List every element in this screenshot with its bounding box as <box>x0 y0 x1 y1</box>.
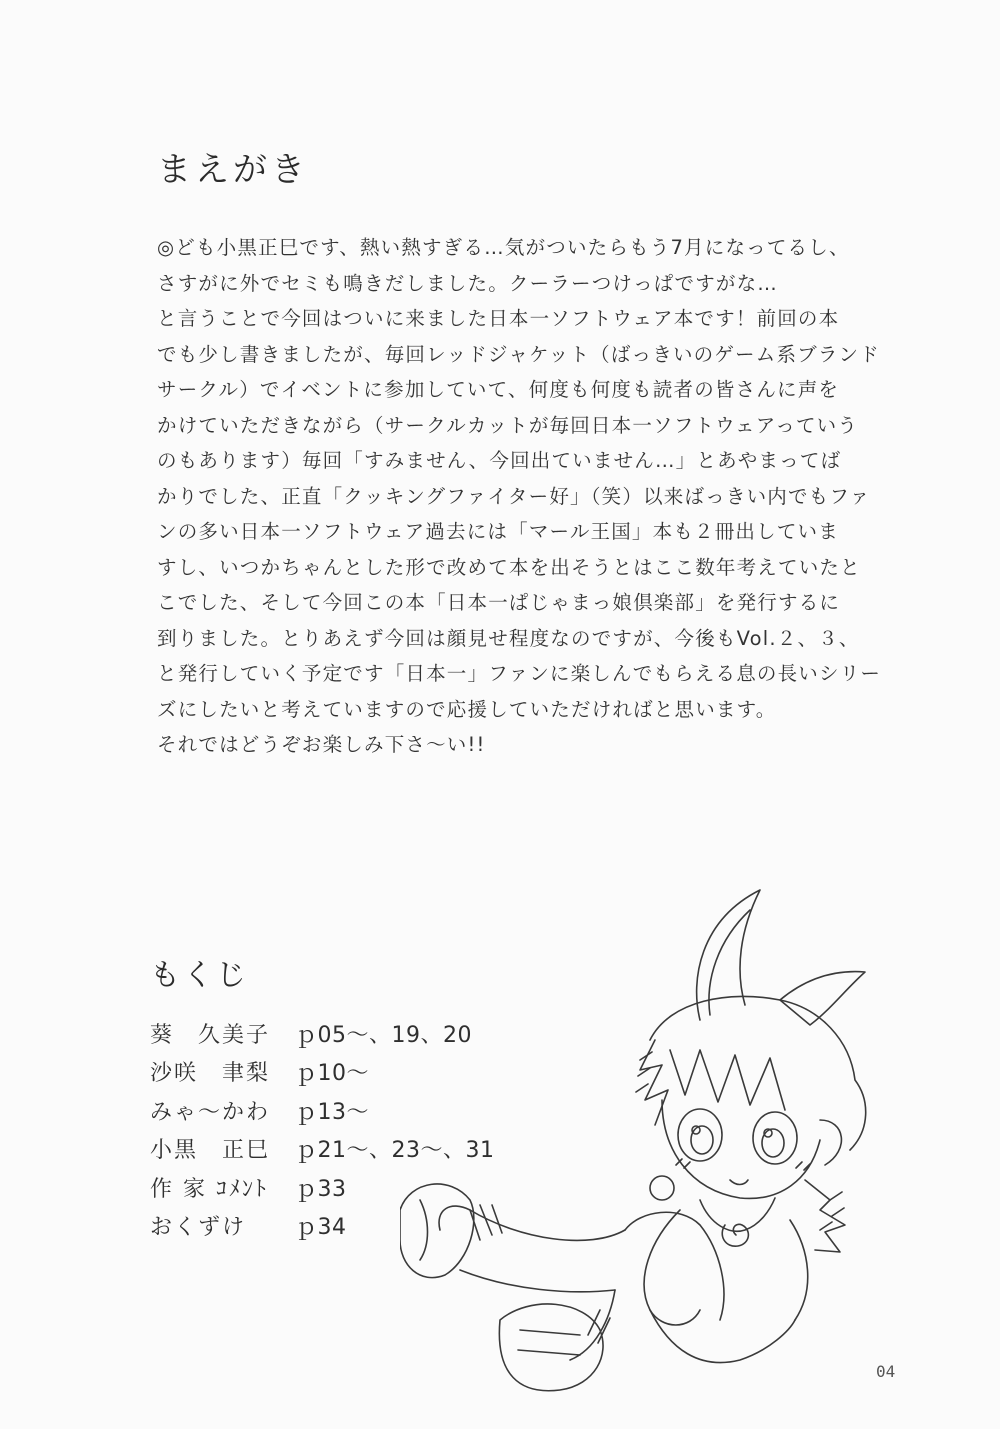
left-pupil <box>691 1126 713 1154</box>
preface-line: でも少し書きましたが、毎回レッドジャケット（ばっきいのゲーム系ブランド <box>157 342 880 366</box>
preface-line: それではどうぞお楽しみ下さ～い!! <box>157 733 486 756</box>
mouth <box>730 1180 748 1185</box>
preface-line: ンの多い日本一ソフトウェア過去には「マール王国」本も２冊出していま <box>157 520 839 543</box>
hair-fringe <box>670 1050 785 1110</box>
preface-line: すし、いつかちゃんとした形で改めて本を出そうとはここ数年考えていたと <box>157 555 861 579</box>
preface-line: かりでした、正直「クッキングファイター好」（笑）以来ばっきい内でもファ <box>157 484 871 508</box>
skirt <box>650 1310 795 1363</box>
brooch <box>722 1224 748 1246</box>
ear <box>820 1120 841 1165</box>
hair-spikes-left <box>640 1040 668 1125</box>
preface-title: まえがき <box>157 150 309 190</box>
knees <box>625 1212 724 1320</box>
toc-pages: ｐ10～ <box>295 1061 369 1087</box>
toc-pages: ｐ21～、23～、31 <box>295 1138 495 1164</box>
right-pupil <box>762 1129 784 1157</box>
earring <box>650 1176 674 1200</box>
character-sketch-illustration <box>400 880 940 1400</box>
left-arm <box>644 1210 700 1325</box>
preface-line: サークル）でイベントに参加していて、何度も何度も読者の皆さんに声を <box>157 378 840 401</box>
toc-pages: ｐ13～ <box>295 1099 369 1125</box>
toc-title: もくじ <box>150 958 249 993</box>
toc-pages: ｐ34 <box>295 1215 347 1241</box>
right-arm <box>790 1220 808 1320</box>
toc-author: みゃ～かわ <box>150 1099 271 1125</box>
left-leg <box>439 1206 625 1240</box>
toc-author: 小黒 正巳 <box>150 1138 271 1164</box>
toc-author: 作 家 ｺﾒﾝﾄ <box>150 1176 268 1202</box>
left-shoe-detail <box>420 1200 428 1260</box>
hair-ribbon <box>780 972 865 1025</box>
preface-line: と言うことで今回はついに来ました日本一ソフトウェア本です！前回の本 <box>157 307 840 330</box>
left-leg-lower <box>460 1270 615 1292</box>
hatching <box>636 1052 844 1230</box>
preface-line: と発行していく予定です「日本一」ファンに楽しんでもらえる息の長いシリー <box>157 662 882 685</box>
preface-line: ズにしたいと考えていますので応援していただければと思います。 <box>157 697 777 721</box>
left-shoe <box>400 1184 474 1278</box>
toc-pages: ｐ33 <box>295 1176 347 1202</box>
hair-outline <box>650 996 866 1150</box>
toc-author: 葵 久美子 <box>150 1022 271 1048</box>
toc-author: 沙咲 聿梨 <box>150 1061 271 1087</box>
toc-author: おくずけ <box>150 1215 247 1241</box>
preface-line: ◎ども小黒正巳です、熱い熱すぎる…気がついたらもう7月になってるし、 <box>157 236 850 259</box>
right-shoe-strap <box>518 1330 580 1355</box>
collar-spikes <box>805 1180 845 1252</box>
preface-line: 到りました。とりあえず今回は顔見せ程度なのですが、今後もVol.２、３、 <box>157 626 860 650</box>
collar <box>700 1198 775 1231</box>
preface-line: さすがに外でセミも鳴きだしました。クーラーつけっぱですがな… <box>157 271 779 295</box>
preface-line: のもあります）毎回「すみません、今回出ていません…」とあやまってば <box>157 449 842 472</box>
preface-body <box>157 230 882 763</box>
cuff-left <box>470 1205 502 1240</box>
preface-line: かけていただきながら（サークルカットが毎回日本一ソフトウェアっていう <box>157 413 859 437</box>
cuff-right <box>588 1310 610 1343</box>
right-shoe <box>499 1304 603 1391</box>
page-number: 04 <box>876 1362 896 1381</box>
preface-line: こでした、そして今回この本「日本一ぱじゃまっ娘倶楽部」を発行するに <box>157 591 841 614</box>
toc-pages: ｐ05～、19、20 <box>295 1022 472 1048</box>
